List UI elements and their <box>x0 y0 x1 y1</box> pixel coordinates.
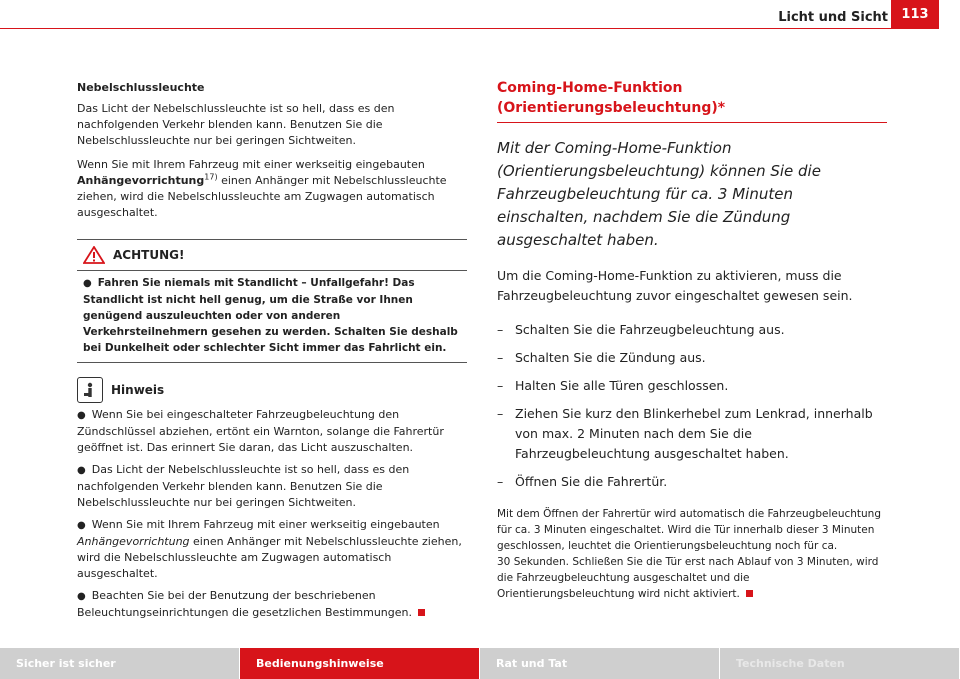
text: einen Anhänger mit Nebelschlussleuchte ziehen, wird die Nebelschlussleuchte am Zugwagen automatisch ausgeschaltet. <box>77 535 462 580</box>
bullet-icon: ● <box>77 465 86 476</box>
text: 30 Sekunden. Schließen Sie die Tür erst nach Ablauf von 3 Minuten, wird die Fahrzeugbeleuchtung ausgeschaltet und die Orientierungsbeleuchtung wird nicht aktiviert. <box>497 556 879 600</box>
tab-rat-und-tat[interactable]: Rat und Tat <box>480 648 720 679</box>
step-item <box>497 472 887 492</box>
text: Wenn Sie mit Ihrem Fahrzeug mit einer werkseitig eingebauten <box>77 158 425 171</box>
step-item <box>497 376 887 396</box>
end-marker-icon <box>746 590 753 597</box>
bullet-icon: ● <box>77 591 86 602</box>
step-text: Schalten Sie die Zündung aus. <box>515 350 706 365</box>
dash-icon: – <box>497 378 504 393</box>
warning-header <box>77 240 467 271</box>
text: einen Anhänger mit Nebelschlussleuchte ziehen, wird die Nebelschlussleuchte am Zugwagen automatisch ausgeschaltet. <box>77 174 447 219</box>
step-item <box>497 348 887 368</box>
note-info-icon <box>77 377 103 403</box>
step-item <box>497 404 887 464</box>
subheading-fog-light: Nebelschlussleuchte <box>77 81 205 94</box>
text: Fahren Sie niemals mit Standlicht – Unfallgefahr! Das Standlicht ist nicht hell genug, um die Straße vor Ihnen genügend auszuleuchten oder von anderen Verkehrsteilnehmern gesehen zu werden. Schalten Sie deshalb bei Dunkelheit oder schlechter Sicht immer das Fahrlicht ein. <box>83 277 458 354</box>
bullet-icon: ● <box>83 278 92 289</box>
note-bullet <box>77 407 467 456</box>
warning-box <box>77 239 467 363</box>
footnote-ref[interactable]: 17) <box>204 172 218 182</box>
warning-label: ACHTUNG! <box>113 248 185 262</box>
italic-term: Anhängevorrichtung <box>77 535 190 548</box>
step-text: Halten Sie alle Türen geschlossen. <box>515 378 729 393</box>
paragraph: Um die Coming-Home-Funktion zu aktivieren, muss die Fahrzeugbeleuchtung zuvor eingeschaltet gewesen sein. <box>497 268 853 303</box>
paragraph: Das Licht der Nebelschlussleuchte ist so hell, dass es den nachfolgenden Verkehr blenden kann. Benutzen Sie die Nebelschlussleuchte nur bei geringen Sichtweiten. <box>77 102 395 147</box>
text: Mit dem Öffnen der Fahrertür wird automatisch die Fahrzeugbeleuchtung für ca. 3 Minuten eingeschaltet. Wird die Tür innerhalb dieser 3 Minuten geschlossen, leuchtet die Orientierungsbeleuchtung noch für ca. <box>497 508 881 552</box>
dash-icon: – <box>497 322 504 337</box>
bold-term: Anhängevorrichtung <box>77 174 205 187</box>
warning-text <box>77 271 467 362</box>
footnote-paragraph <box>497 506 887 602</box>
tab-bedienungshinweise[interactable]: Bedienungshinweise <box>240 648 480 679</box>
bullet-icon: ● <box>77 410 86 421</box>
tab-sicher-ist-sicher[interactable]: Sicher ist sicher <box>0 648 240 679</box>
dash-icon: – <box>497 350 504 365</box>
footer-nav <box>0 648 960 679</box>
step-text: Öffnen Sie die Fahrertür. <box>515 474 668 489</box>
warning-triangle-icon <box>83 246 105 264</box>
dash-icon: – <box>497 406 504 421</box>
note-header <box>77 377 467 403</box>
note-bullet <box>77 462 467 511</box>
header-rule <box>0 28 939 29</box>
step-text: Ziehen Sie kurz den Blinkerhebel zum Lenkrad, innerhalb von max. 2 Minuten nach dem Sie die Fahrzeugbeleuchtung ausgeschaltet haben. <box>515 406 873 461</box>
text: Wenn Sie mit Ihrem Fahrzeug mit einer werkseitig eingebauten <box>91 518 440 531</box>
intro-text: Mit der Coming-Home-Funktion (Orientierungsbeleuchtung) können Sie die Fahrzeugbeleuchtung für ca. 3 Minuten einschalten, nachdem Sie die Zündung ausgeschaltet haben. <box>497 139 821 249</box>
left-column <box>77 80 467 627</box>
note-bullet <box>77 517 467 582</box>
note-label: Hinweis <box>111 383 165 397</box>
tab-technische-daten[interactable]: Technische Daten <box>720 648 960 679</box>
text: Beachten Sie bei der Benutzung der beschriebenen Beleuchtungseinrichtungen die gesetzlichen Bestimmungen. <box>77 589 412 619</box>
end-marker-icon <box>418 609 425 616</box>
right-column <box>497 80 887 602</box>
text: Das Licht der Nebelschlussleuchte ist so hell, dass es den nachfolgenden Verkehr blenden kann. Benutzen Sie die Nebelschlussleuchte nur bei geringen Sichtweiten. <box>77 463 410 509</box>
dash-icon: – <box>497 474 504 489</box>
step-item <box>497 320 887 340</box>
text: Wenn Sie bei eingeschalteter Fahrzeugbeleuchtung den Zündschlüssel abziehen, ertönt ein Warnton, solange die Fahrertür geöffnet ist. Das erinnert Sie daran, das Licht auszuschalten. <box>77 408 444 454</box>
step-text: Schalten Sie die Fahrzeugbeleuchtung aus. <box>515 322 785 337</box>
section-title: Coming-Home-Funktion (Orientierungsbeleuchtung)* <box>497 78 887 123</box>
bullet-icon: ● <box>77 520 86 531</box>
running-header: Licht und Sicht <box>778 10 888 25</box>
note-bullet <box>77 588 467 621</box>
paragraph <box>77 157 467 221</box>
page-number: 113 <box>891 0 939 28</box>
